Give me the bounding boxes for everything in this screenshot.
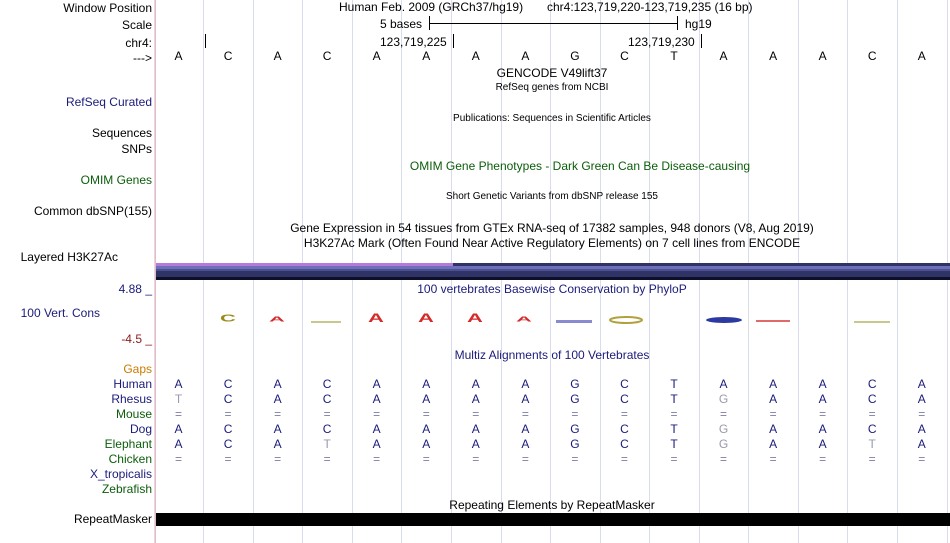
alignment-base: = [274,452,282,466]
coord-tick-1 [205,34,206,48]
alignment-base: = [620,452,628,466]
alignment-base: C [223,437,233,451]
scale-db-text: hg19 [685,17,712,31]
base-letter: T [670,49,678,63]
base-letter: A [769,49,778,63]
alignment-base: = [174,407,183,421]
alignment-base: A [174,422,183,436]
alignment-base: A [422,422,431,436]
alignment-base: G [718,422,729,436]
alignment-base: C [620,377,629,391]
alignment-base: A [521,422,530,436]
alignment-base: T [670,422,678,436]
alignment-base: A [769,422,778,436]
alignment-base: = [620,407,628,421]
gtex-track-title[interactable]: Gene Expression in 54 tissues from GTEx RNA-seq of 17382 samples, 948 donors (V8, Aug 2019) [290,221,814,235]
omim-track-title[interactable]: OMIM Gene Phenotypes - Dark Green Can Be Disease-causing [409,159,751,173]
base-letter: C [867,49,877,63]
h3k27ac-track-label[interactable]: Layered H3K27Ac [20,250,118,264]
alignment-base: A [372,437,381,451]
alignment-base: G [570,392,580,406]
alignment-base: C [620,392,629,406]
alignment-base: A [719,377,728,391]
alignment-base: T [670,437,678,451]
coord-tick-3 [701,34,702,48]
base-letter: C [620,49,629,63]
alignment-base: C [322,392,332,406]
h3k27ac-track-title[interactable]: H3K27Ac Mark (Often Found Near Active Regulatory Elements) on 7 cell lines from ENCODE [303,236,801,250]
cons-track-label[interactable]: 100 Vert. Cons [20,306,100,320]
alignment-base: = [918,452,926,466]
alignment-base: A [422,437,431,451]
alignment-base: A [471,392,480,406]
species-label-elephant[interactable]: Elephant [104,437,152,451]
base-letter: C [223,49,233,63]
alignment-base: A [818,377,827,391]
cons-logo-a3: A [418,311,434,325]
alignment-base: T [323,437,331,451]
alignment-base: A [273,377,282,391]
alignment-base: = [769,452,777,466]
alignment-base: A [273,437,282,451]
alignment-base: = [373,407,381,421]
base-letter: A [422,49,431,63]
scale-bar [429,23,677,24]
alignment-base: A [471,377,480,391]
repeat-track-title[interactable]: Repeating Elements by RepeatMasker [449,498,655,512]
alignment-base: = [174,452,183,466]
alignment-base: = [521,452,529,466]
cons-logo-a2: A [368,311,384,325]
alignment-base: G [570,422,580,436]
alignment-base: = [323,452,331,466]
alignment-base: G [570,377,580,391]
alignment-base: A [769,437,778,451]
cons-logo-dash3 [854,321,890,323]
base-letter: A [719,49,728,63]
alignment-base: C [620,422,629,436]
alignment-base: = [670,407,678,421]
base-letter: A [521,49,530,63]
species-label-rhesus[interactable]: Rhesus [111,392,152,406]
alignment-base: A [372,377,381,391]
track-image-area[interactable] [156,0,950,543]
position-text: chr4:123,719,220-123,719,235 (16 bp) [547,0,753,14]
alignment-base: A [917,422,926,436]
cons-logo-g [610,317,642,323]
cons-max-label: 4.88 _ [118,282,152,296]
alignment-base: A [769,392,778,406]
alignment-base: = [224,407,232,421]
dbsnp-track-title[interactable]: Short Genetic Variants from dbSNP release 155 [446,191,658,202]
cons-logo-c1: C [220,312,236,324]
species-label-chicken[interactable]: Chicken [108,452,152,466]
cons-logo-a5: A [516,315,532,324]
h3k27ac-base-layer [156,277,950,280]
alignment-base: = [918,407,926,421]
alignment-base: C [620,437,629,451]
sequences-track-label[interactable]: Sequences [91,126,152,140]
alignment-base: = [472,452,480,466]
alignment-base: G [718,392,729,406]
window-position-label: Window Position [63,1,152,15]
alignment-base: A [521,437,530,451]
alignment-base: = [571,452,579,466]
base-letter: G [570,49,580,63]
alignment-base: = [422,452,430,466]
dbsnp-track-label[interactable]: Common dbSNP(155) [33,204,152,218]
scale-label: Scale [121,18,152,32]
alignment-base: A [818,422,827,436]
base-letter: A [372,49,381,63]
repeatmasker-track-label[interactable]: RepeatMasker [73,512,152,526]
cons-logo-blue [706,317,742,323]
chrom-label: chr4: [125,36,152,50]
alignment-base: C [867,422,877,436]
species-label-x-tropicalis[interactable]: X_tropicalis [89,467,152,481]
base-letter: A [818,49,827,63]
alignment-base: = [224,452,232,466]
alignment-base: A [917,437,926,451]
alignment-base: A [521,377,530,391]
track-label-column [0,0,154,543]
alignment-base: = [472,407,480,421]
alignment-base: A [917,377,926,391]
alignment-base: A [917,392,926,406]
cons-min-label: -4.5 _ [121,332,152,346]
alignment-base: T [670,392,678,406]
base-letter: C [322,49,332,63]
species-label-dog[interactable]: Dog [129,422,152,436]
species-label-mouse[interactable]: Mouse [115,407,152,421]
alignment-base: A [273,392,282,406]
alignment-base: G [718,437,729,451]
alignment-base: A [521,392,530,406]
refseq-track-subtitle: RefSeq genes from NCBI [495,82,609,93]
alignment-base: C [322,422,332,436]
alignment-base: C [322,377,332,391]
alignment-base: A [174,437,183,451]
alignment-base: = [720,407,728,421]
alignment-base: T [670,377,678,391]
snps-track-label[interactable]: SNPs [121,142,152,156]
alignment-base: T [174,392,183,406]
alignment-base: C [223,392,233,406]
alignment-base: C [867,392,877,406]
alignment-base: = [521,407,529,421]
alignment-base: = [571,407,579,421]
refseq-track-label[interactable]: RefSeq Curated [65,95,152,109]
coord-left: 123,719,225 [380,35,447,49]
alignment-base: = [819,407,827,421]
multiz-track-title[interactable]: Multiz Alignments of 100 Vertebrates [454,348,650,362]
h3k27ac-mid-layer [156,269,950,271]
alignment-base: A [471,422,480,436]
cons-logo-a4: A [467,311,483,325]
alignment-base: A [174,377,183,391]
base-letter: A [174,49,183,63]
cons-logo-a1: A [269,315,285,324]
alignment-base: A [769,377,778,391]
alignment-base: G [570,437,580,451]
grid-line [154,0,155,543]
coord-right: 123,719,230 [628,35,695,49]
alignment-base: = [769,407,777,421]
alignment-base: A [422,377,431,391]
alignment-base: = [720,452,728,466]
alignment-base: C [223,422,233,436]
alignment-base: = [274,407,282,421]
base-letter: A [273,49,282,63]
alignment-base: = [819,452,827,466]
base-letter: A [471,49,480,63]
cons-logo-red-dash [756,320,790,322]
repeatmasker-bar[interactable] [156,513,950,526]
strand-label[interactable]: ---> [133,51,152,65]
cons-logo-dash1 [311,321,341,323]
alignment-base: A [372,392,381,406]
cons-logo [156,300,950,330]
species-label-human[interactable]: Human [113,377,152,391]
alignment-base: A [273,422,282,436]
alignment-base: A [422,392,431,406]
publications-track-title[interactable]: Publications: Sequences in Scientific Articles [453,113,651,124]
species-label-zebrafish[interactable]: Zebrafish [101,482,152,496]
alignment-base: T [868,437,876,451]
alignment-base: = [323,407,331,421]
base-letter: A [917,49,926,63]
alignment-base: C [867,377,877,391]
alignment-base: = [373,452,381,466]
alignment-base: A [372,422,381,436]
omim-track-label[interactable]: OMIM Genes [80,173,152,187]
alignment-base: A [818,392,827,406]
alignment-base: = [670,452,678,466]
assembly-text: Human Feb. 2009 (GRCh37/hg19) [339,0,524,14]
alignment-base: A [818,437,827,451]
gaps-track-label[interactable]: Gaps [123,362,152,376]
cons-track-title[interactable]: 100 vertebrates Basewise Conservation by PhyloP [417,282,687,296]
alignment-base: C [223,377,233,391]
alignment-base: = [422,407,430,421]
alignment-base: = [868,407,876,421]
alignment-base: = [868,452,876,466]
coord-tick-2 [453,34,454,48]
gencode-track-title[interactable]: GENCODE V49lift37 [496,66,608,80]
scale-bar-right-tick [677,16,678,30]
cons-logo-dash2 [556,320,592,323]
alignment-base: A [471,437,480,451]
scale-text: 5 bases [380,17,423,31]
